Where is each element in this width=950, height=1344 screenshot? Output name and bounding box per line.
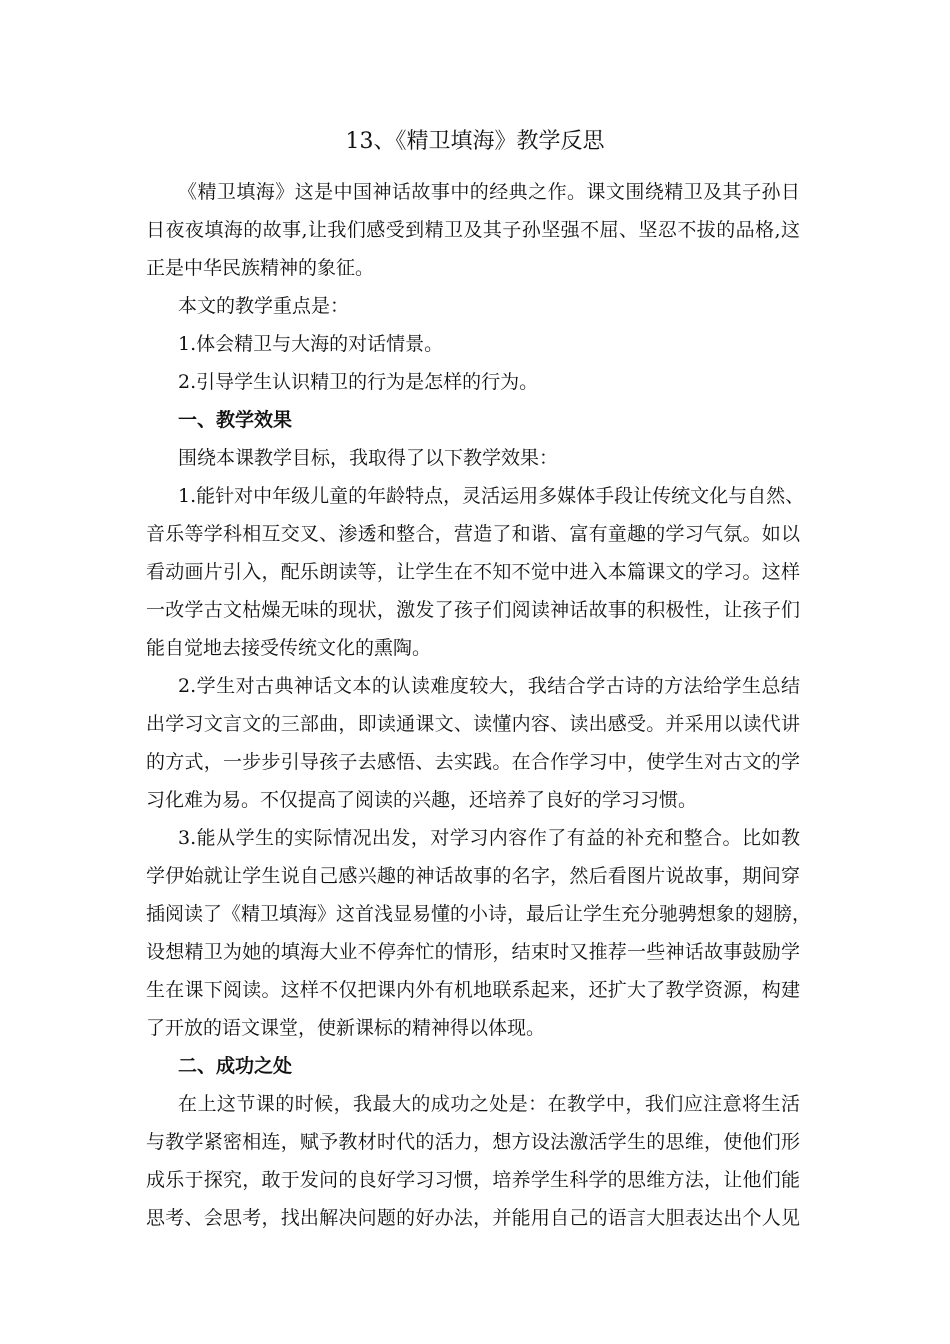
text-line: 音乐等学科相互交叉、渗透和整合，营造了和谐、富有童趣的学习气氛。如以	[146, 523, 800, 545]
text-line: 一改学古文枯燥无味的现状，激发了孩子们阅读神话故事的积极性，让孩子们	[146, 599, 800, 621]
text-line: 《精卫填海》这是中国神话故事中的经典之作。课文围绕精卫及其子孙日	[178, 181, 800, 203]
paragraph	[146, 819, 812, 1047]
section-heading	[146, 1047, 800, 1085]
text-line: 设想精卫为她的填海大业不停奔忙的情形，结束时又推荐一些神话故事鼓励学	[146, 941, 800, 963]
paragraph	[146, 325, 800, 363]
paragraph	[146, 439, 800, 477]
text-line: 二、成功之处	[178, 1055, 293, 1077]
text-line: 2.学生对古典神话文本的认读难度较大，我结合学古诗的方法给学生总结	[178, 675, 800, 697]
text-line: 日夜夜填海的故事,让我们感受到精卫及其子孙坚强不屈、坚忍不拔的品格,这	[146, 219, 800, 241]
text-line: 生在课下阅读。这样不仅把课内外有机地联系起来，还扩大了教学资源，构建	[146, 979, 800, 1001]
document-title: 13、《精卫填海》教学反思	[345, 129, 605, 154]
text-line: 学伊始就让学生说自己感兴趣的神话故事的名字，然后看图片说故事，期间穿	[146, 865, 800, 887]
section-heading	[146, 401, 800, 439]
text-line: 思考、会思考，找出解决问题的好办法，并能用自己的语言大胆表达出个人见	[146, 1207, 800, 1229]
text-line: 能自觉地去接受传统文化的熏陶。	[146, 637, 432, 659]
paragraph	[146, 363, 800, 401]
text-line: 围绕本课教学目标，我取得了以下教学效果：	[178, 447, 559, 469]
text-line: 成乐于探究，敢于发问的良好学习习惯，培养学生科学的思维方法，让他们能	[146, 1169, 800, 1191]
text-line: 看动画片引入，配乐朗读等，让学生在不知不觉中进入本篇课文的学习。这样	[146, 561, 800, 583]
text-line: 了开放的语文课堂，使新课标的精神得以体现。	[146, 1017, 546, 1039]
text-line: 与教学紧密相连，赋予教材时代的活力，想方设法激活学生的思维，使他们形	[146, 1131, 800, 1153]
text-line: 2.引导学生认识精卫的行为是怎样的行为。	[178, 371, 539, 393]
text-line: 1.能针对中年级儿童的年龄特点，灵活运用多媒体手段让传统文化与自然、	[178, 485, 805, 507]
text-line: 本文的教学重点是：	[178, 295, 350, 317]
text-line: 出学习文言文的三部曲，即读通课文、读懂内容、读出感受。并采用以读代讲	[146, 713, 800, 735]
text-line: 一、教学效果	[178, 409, 293, 431]
text-line: 1.体会精卫与大海的对话情景。	[178, 333, 444, 355]
paragraph	[146, 667, 800, 819]
text-line: 3.能从学生的实际情况出发，对学习内容作了有益的补充和整合。比如教	[178, 827, 800, 849]
paragraph	[146, 173, 800, 287]
paragraph	[146, 477, 805, 667]
text-line: 正是中华民族精神的象征。	[146, 257, 375, 279]
paragraph	[146, 1085, 800, 1237]
text-line: 在上这节课的时候，我最大的成功之处是：在教学中，我们应注意将生活	[178, 1093, 800, 1115]
text-line: 的方式，一步步引导孩子去感悟、去实践。在合作学习中，使学生对古文的学	[146, 751, 800, 773]
paragraph	[146, 287, 800, 325]
text-line: 插阅读了《精卫填海》这首浅显易懂的小诗，最后让学生充分驰骋想象的翅膀，	[146, 903, 812, 925]
text-line: 习化难为易。不仅提高了阅读的兴趣，还培养了良好的学习习惯。	[146, 789, 698, 811]
document-body	[146, 173, 812, 1237]
